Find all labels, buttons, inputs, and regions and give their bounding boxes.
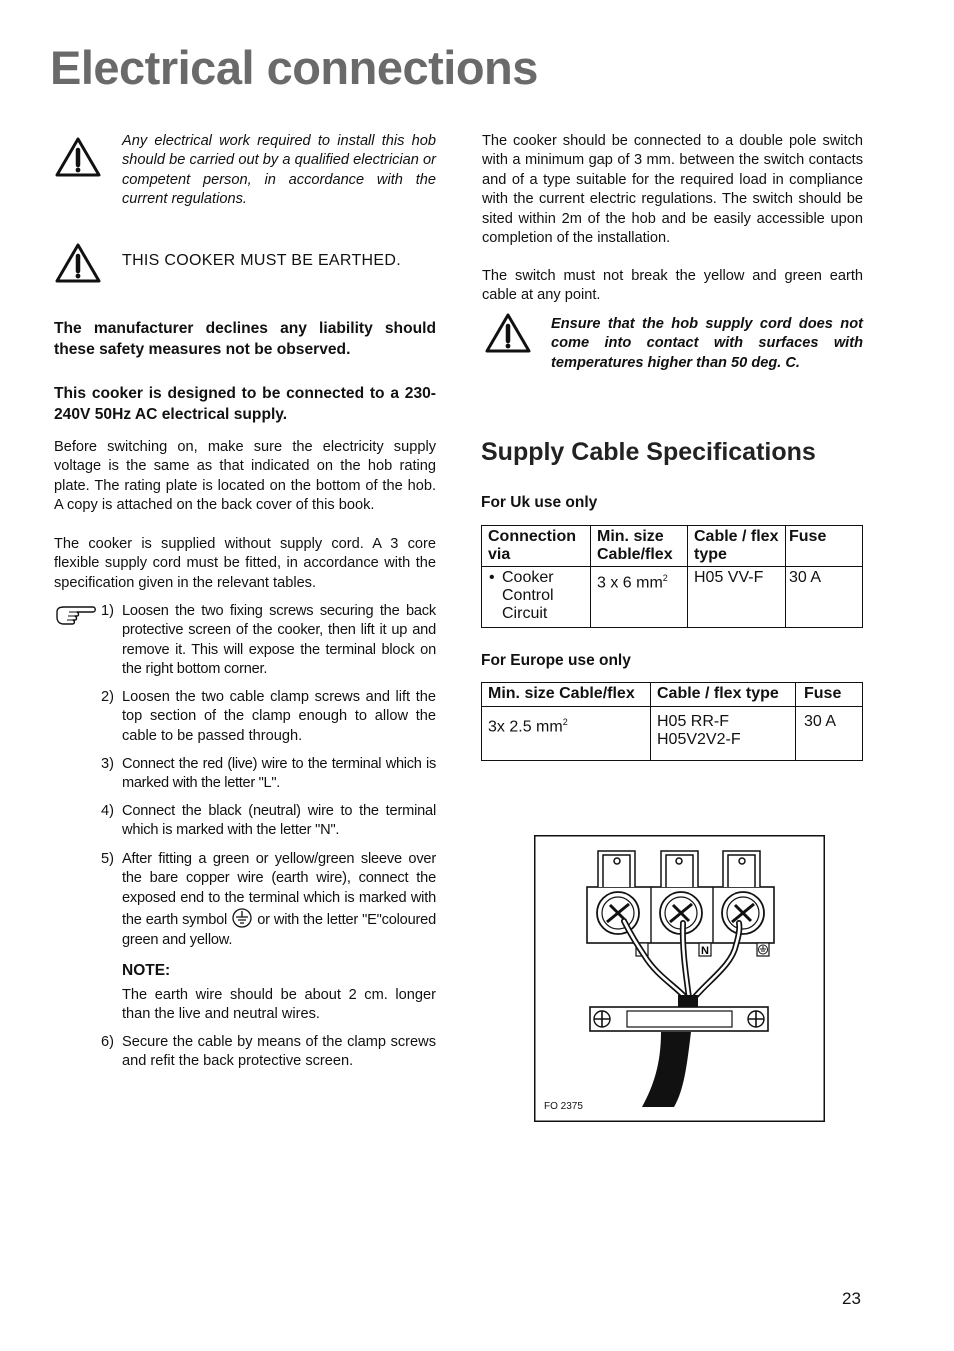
table-row xyxy=(482,567,863,628)
step-number: 6) xyxy=(101,1034,114,1050)
step-number: 3) xyxy=(101,756,114,772)
terminal-label-neutral: N xyxy=(701,945,709,957)
step-number: 2) xyxy=(101,689,114,705)
cell-value: Cooker Control Circuit xyxy=(502,569,554,622)
superscript: 2 xyxy=(562,717,568,727)
cell-value: H05 RR-F xyxy=(657,713,730,730)
table-cell xyxy=(651,707,796,761)
table-header: Fuse xyxy=(796,683,863,707)
step-text-part: or with the letter "E"coloured green and yellow. xyxy=(122,912,436,948)
liability-notice: The manufacturer declines any liability should these safety measures not be observed. xyxy=(54,320,436,358)
cell-value: 3 x 6 mm xyxy=(597,574,663,592)
table-header: Fuse xyxy=(786,526,863,567)
paragraph-voltage: Before switching on, make sure the electricity supply voltage is the same as that indicated on the hob rating plate. The rating plate is located on the bottom of the hob. A copy is attached on the back cover of this book. xyxy=(54,439,436,514)
pointing-hand-icon xyxy=(55,604,97,628)
uk-label: For Uk use only xyxy=(481,494,598,511)
cell-value: H05V2V2-F xyxy=(657,731,741,748)
step-number: 1) xyxy=(101,603,114,619)
step-number: 5) xyxy=(101,851,114,867)
table-cell: 30 A xyxy=(786,567,863,628)
warning-electrical-work: Any electrical work required to install this hob should be carried out by a qualified electrician or competent person, in accordance with the current regulations. xyxy=(122,133,436,208)
page-number: 23 xyxy=(842,1289,861,1308)
step-text: Loosen the two cable clamp screws and lift the top section of the clamp enough to allow the cable to be passed through. xyxy=(122,689,436,744)
table-cell: H05 VV-F xyxy=(688,567,786,628)
earth-symbol-icon xyxy=(231,908,253,928)
step-text: Connect the red (live) wire to the terminal which is marked with the letter "L". xyxy=(122,756,436,792)
table-header: Connection via xyxy=(482,526,591,567)
step-text xyxy=(122,850,436,950)
table-header: Min. size Cable/flex xyxy=(591,526,688,567)
table-cell xyxy=(482,707,651,761)
warning-triangle-icon xyxy=(54,242,102,284)
table-header-row xyxy=(482,683,863,707)
warning-earthed: THIS COOKER MUST BE EARTHED. xyxy=(122,252,401,269)
step-text: Connect the black (neutral) wire to the terminal which is marked with the letter "N". xyxy=(122,803,436,839)
paragraph-double-pole-switch: The cooker should be connected to a double pole switch with a minimum gap of 3 mm. between the switch contacts and of a type suitable for the required load in compliance with the current electric regulations. The switch should be sited within 2m of the hob and be easily accessible upon completion of the installation. xyxy=(482,133,863,247)
bullet: • xyxy=(489,569,495,586)
uk-spec-table xyxy=(481,525,863,628)
table-cell xyxy=(591,567,688,628)
step-number: 4) xyxy=(101,803,114,819)
figure-code: FO 2375 xyxy=(544,1101,583,1112)
terminal-tabs xyxy=(598,851,760,887)
section-heading: Supply Cable Specifications xyxy=(481,438,816,466)
terminal-label-live: L xyxy=(638,945,646,957)
step-text-part: After fitting a green or yellow/green sleeve over the bare copper wire (earth wire), connect the exposed end to the terminal which is marked with the earth symbol xyxy=(122,851,436,929)
step-text: Loosen the two fixing screws securing the back protective screen of the cooker, then lift it up and remove it. This will expose the terminal block on the right bottom corner. xyxy=(122,603,436,678)
note-text: The earth wire should be about 2 cm. longer than the live and neutral wires. xyxy=(122,987,436,1023)
table-cell: 30 A xyxy=(796,707,863,761)
page-title: Electrical connections xyxy=(50,41,538,94)
earth-terminal-icon xyxy=(757,943,769,956)
paragraph-supply-cord: The cooker is supplied without supply cord. A 3 core flexible supply cord must be fitted, in accordance with the specification given in the relevant tables. xyxy=(54,536,436,591)
supply-notice: This cooker is designed to be connected to a 230-240V 50Hz AC electrical supply. xyxy=(54,385,436,423)
cell-value: 3x 2.5 mm xyxy=(488,718,563,736)
table-row xyxy=(482,707,863,761)
table-cell xyxy=(482,567,591,628)
table-header: Cable / flex type xyxy=(688,526,786,567)
warning-triangle-icon xyxy=(54,136,102,178)
warning-triangle-icon xyxy=(484,312,532,354)
europe-spec-table xyxy=(481,682,863,761)
warning-hot-surfaces: Ensure that the hob supply cord does not come into contact with surfaces with temperatures higher than 50 deg. C. xyxy=(551,316,863,371)
table-header: Cable / flex type xyxy=(651,683,796,707)
note-label: NOTE: xyxy=(122,962,171,979)
table-header: Min. size Cable/flex xyxy=(482,683,651,707)
terminal-block-diagram xyxy=(534,835,825,1122)
paragraph-earth-cable: The switch must not break the yellow and green earth cable at any point. xyxy=(482,268,863,304)
superscript: 2 xyxy=(662,573,668,583)
table-header-row xyxy=(482,526,863,567)
step-text: Secure the cable by means of the clamp screws and refit the back protective screen. xyxy=(122,1034,436,1070)
europe-label: For Europe use only xyxy=(481,652,631,669)
